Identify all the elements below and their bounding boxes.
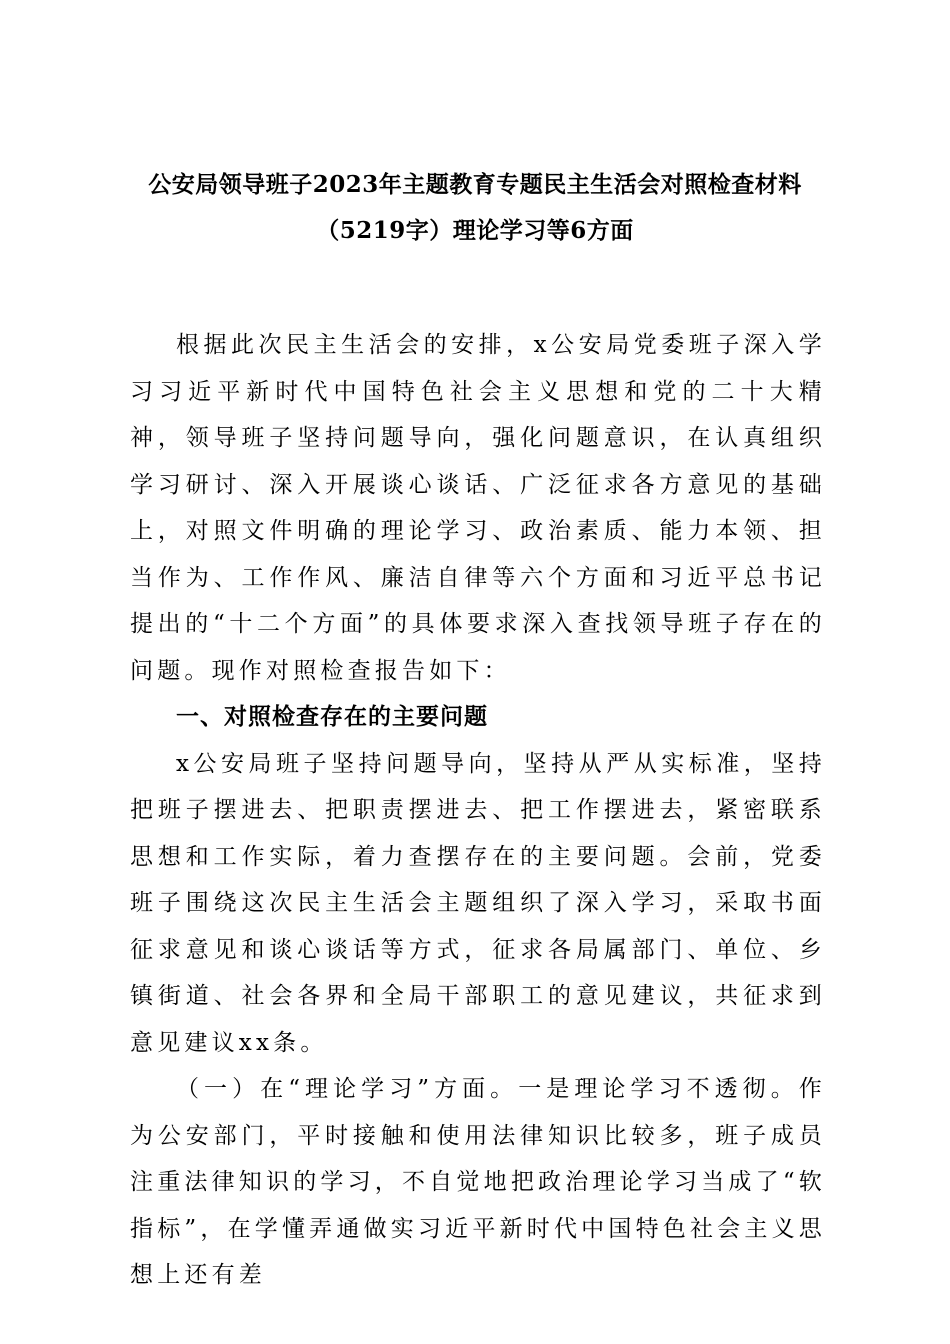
title-line-2: （5219字）理论学习等6方面 [316,217,634,244]
document-title [130,162,820,254]
title-line-1: 公安局领导班子2023年主题教育专题民主生活会对照检查材料 [148,171,802,198]
intro-paragraph: 根据此次民主生活会的安排，x公安局党委班子深入学习习近平新时代中国特色社会主义思想和党的二十大精神，领导班子坚持问题导向，强化问题意识，在认真组织学习研讨、深入开展谈心谈话、广泛征求各方意见的基础上，对照文件明确的理论学习、政治素质、能力本领、担当作为、工作作风、廉洁自律等六个方面和习近平总书记提出的“十二个方面”的具体要求深入查找领导班子存在的问题。现作对照检查报告如下： [130,332,826,684]
section-paragraph: x公安局班子坚持问题导向，坚持从严从实标准，坚持把班子摆进去、把职责摆进去、把工作摆进去，紧密联系思想和工作实际，着力查摆存在的主要问题。会前，党委班子围绕这次民主生活会主题组织了深入学习，采取书面征求意见和谈心谈话等方式，征求各局属部门、单位、乡镇街道、社会各界和全局干部职工的意见建议，共征求到意见建议xx条。 [130,750,826,1056]
theory-study-paragraph: （一）在“理论学习”方面。一是理论学习不透彻。作为公安部门，平时接触和使用法律知识比较多，班子成员注重法律知识的学习，不自觉地把政治理论学习当成了“软指标”，在学懂弄通做实习近平新时代中国特色社会主义思想上还有差 [130,1076,826,1288]
document-body [130,322,826,1299]
section-heading: 一、对照检查存在的主要问题 [176,704,488,730]
